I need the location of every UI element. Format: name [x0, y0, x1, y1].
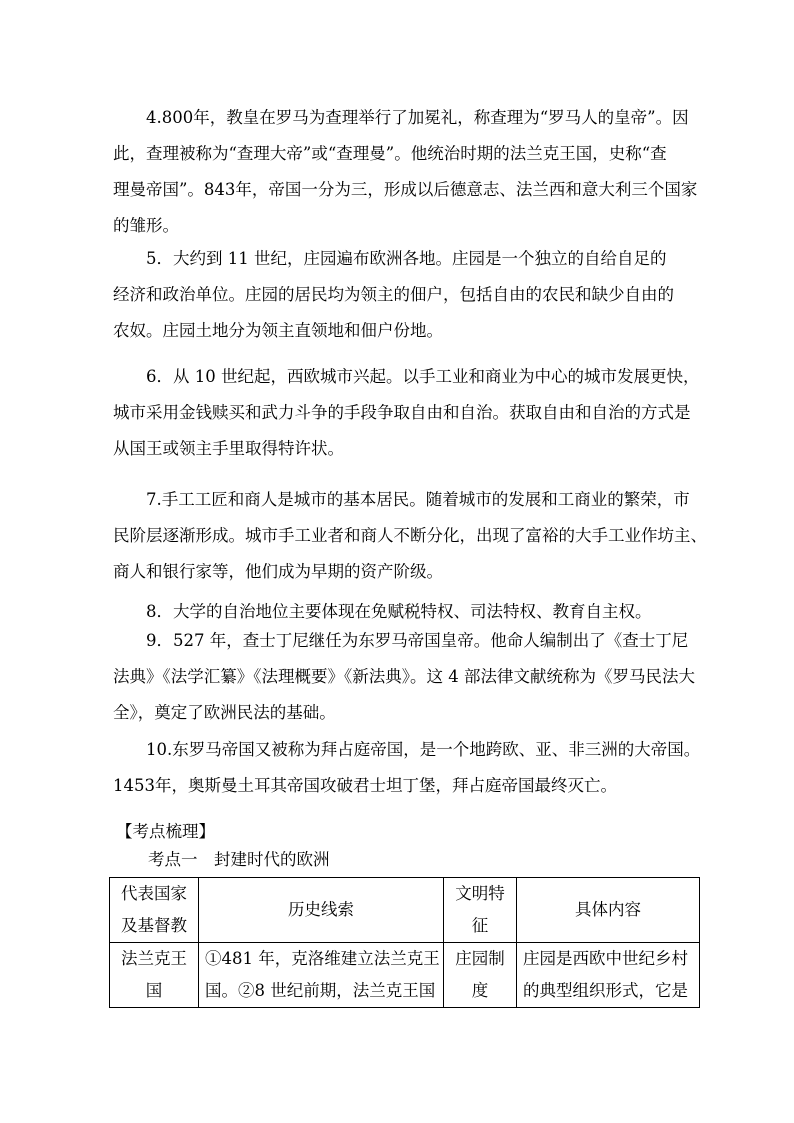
- cell-text: 国。②8 世纪前期，法兰克王国: [205, 981, 436, 1000]
- paragraph-4: [113, 100, 698, 244]
- section-heading: 【考点梳理】: [116, 822, 215, 841]
- paragraph-line: 商人和银行家等，他们成为早期的资产阶级。: [113, 562, 443, 581]
- paragraph-line: 6．从 10 世纪起，西欧城市兴起。以手工业和商业为中心的城市发展更快，: [146, 367, 700, 386]
- table-cell: [199, 943, 444, 1008]
- header-cell: [110, 878, 199, 943]
- cell-text: 庄园制: [455, 949, 505, 968]
- paragraph-line: 7.手工工匠和商人是城市的基本居民。随着城市的发展和工商业的繁荣，市: [146, 490, 690, 509]
- cell-text: 度: [471, 981, 489, 1000]
- paragraph-line: 5．大约到 11 世纪，庄园遍布欧洲各地。庄园是一个独立的自给自足的: [146, 249, 667, 268]
- paragraph-line: 经济和政治单位。庄园的居民均为领主的佃户，包括自由的农民和缺少自由的: [113, 285, 674, 304]
- table-header-row: [110, 878, 700, 943]
- paragraph-line: 法典》《法学汇纂》《法理概要》《新法典》。这 4 部法律文献统称为《罗马民法大: [113, 667, 695, 686]
- paragraph-line: 民阶层逐渐形成。城市手工业者和商人不断分化，出现了富裕的大手工业作坊主、: [113, 526, 707, 545]
- header-cell: [444, 878, 517, 943]
- paragraph-line: 农奴。庄园土地分为领主直领地和佃户份地。: [113, 321, 443, 340]
- cell-text: ①481 年，克洛维建立法兰克王: [205, 949, 440, 968]
- table-cell: [110, 943, 199, 1008]
- paragraph-line: 的雏形。: [113, 216, 179, 235]
- cell-text: 法兰克王: [121, 949, 187, 968]
- paragraph-line: 4.800年，教皇在罗马为查理举行了加冕礼，称查理为“罗马人的皇帝”。因: [146, 108, 689, 127]
- section-subheading: 考点一 封建时代的欧洲: [148, 850, 330, 869]
- paragraph-line: 从国王或领主手里取得特许状。: [113, 439, 344, 458]
- cell-text: 庄园是西欧中世纪乡村: [523, 949, 688, 968]
- cell-text: 的典型组织形式，它是: [523, 981, 688, 1000]
- paragraph-line: 10.东罗马帝国又被称为拜占庭帝国，是一个地跨欧、亚、非三洲的大帝国。: [146, 740, 701, 759]
- paragraph-10: [113, 732, 701, 804]
- paragraph-7: [113, 482, 707, 590]
- table-cell: [517, 943, 700, 1008]
- header-text: 征: [471, 916, 489, 935]
- paragraph-line: 城市采用金钱赎买和武力斗争的手段争取自由和自治。获取自由和自治的方式是: [113, 403, 691, 422]
- paragraph-line: 此，查理被称为“查理大帝”或“查理曼”。他统治时期的法兰克王国，史称“查: [113, 144, 667, 163]
- exam-points-table: [109, 877, 700, 1008]
- paragraph-line: 8．大学的自治地位主要体现在免赋税特权、司法特权、教育自主权。: [146, 602, 652, 621]
- header-text: 文明特: [455, 884, 505, 903]
- paragraph-line: 9．527 年，查士丁尼继任为东罗马帝国皇帝。他命人编制出了《查士丁尼: [146, 631, 689, 650]
- table-row: [110, 943, 700, 1008]
- paragraph-line: 理曼帝国”。843年，帝国一分为三，形成以后德意志、法兰西和意大利三个国家: [113, 180, 698, 199]
- header-cell: [199, 878, 444, 943]
- header-text: 历史线索: [288, 900, 354, 919]
- paragraph-5: [113, 241, 685, 349]
- header-cell: [517, 878, 700, 943]
- paragraph-line: 全》，奠定了欧洲民法的基础。: [113, 703, 336, 722]
- header-text: 代表国家: [121, 884, 187, 903]
- cell-text: 国: [145, 981, 163, 1000]
- paragraph-9: [113, 623, 695, 731]
- header-text: 及基督教: [121, 916, 187, 935]
- header-text: 具体内容: [575, 900, 641, 919]
- table-cell: [444, 943, 517, 1008]
- paragraph-6: [113, 359, 700, 467]
- paragraph-line: 1453年，奥斯曼土耳其帝国攻破君士坦丁堡，拜占庭帝国最终灭亡。: [113, 776, 617, 795]
